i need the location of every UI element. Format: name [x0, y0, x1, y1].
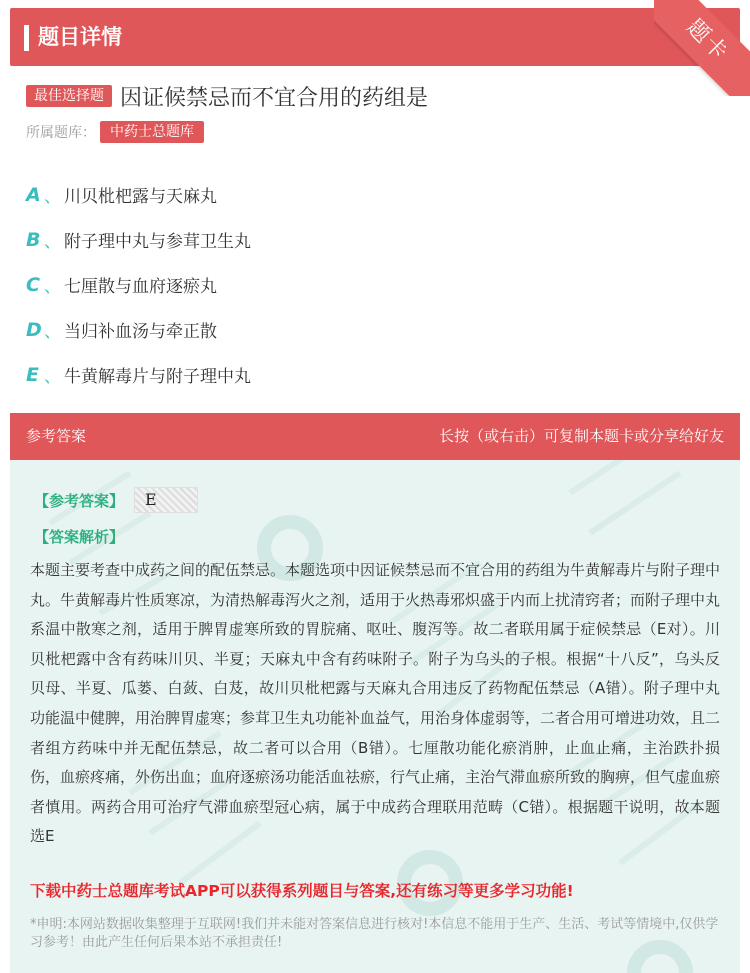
ribbon-label: 题卡 [654, 0, 750, 96]
answer-section-title: 参考答案 [26, 427, 87, 445]
question-text: 因证候禁忌而不宜合用的药组是 [120, 85, 429, 111]
option-letter: B [26, 228, 41, 251]
option-text: 川贝枇杷露与天麻丸 [64, 187, 217, 207]
option-c[interactable] [26, 262, 726, 307]
corner-ribbon [654, 0, 750, 96]
option-separator: 、 [44, 187, 61, 207]
option-letter: A [26, 183, 41, 206]
answer-section [10, 413, 740, 973]
disclaimer-text: *申明:本网站数据收集整理于互联网!我们并未能对答案信息进行核对!本信息不能用于生产、生活、考试等情境中,仅供学习参考！由此产生任何后果本站不承担责任! [30, 917, 719, 950]
option-text: 附子理中丸与参茸卫生丸 [64, 232, 251, 252]
option-a[interactable] [26, 172, 726, 217]
option-separator: 、 [44, 277, 61, 297]
page-title: 题目详情 [38, 25, 122, 49]
option-d[interactable] [26, 307, 726, 352]
analysis-text: 本题主要考查中成药之间的配伍禁忌。本题选项中因证候禁忌而不宜合用的药组为牛黄解毒片与附子理中丸。牛黄解毒片性质寒凉，为清热解毒泻火之剂，适用于火热毒邪炽盛于内而上扰清窍者；而附子理中丸系温中散寒之剂，适用于脾胃虚寒所致的胃脘痛、呕吐、腹泻等。故二者联用属于症候禁忌（E对）。川贝枇杷露中含有药味川贝、半夏；天麻丸中含有药味附子。附子为乌头的子根。根据“十八反”，乌头反贝母、半夏、瓜蒌、白蔹、白芨，故川贝枇杷露与天麻丸合用违反了药物配伍禁忌（A错）。附子理中丸功能温中健脾，用治脾胃虚寒；参茸卫生丸功能补血益气，用治身体虚弱等，二者合用可增进功效，且二者组方药味中并无配伍禁忌，故二者可以合用（B错）。七厘散功能化瘀消肿，止血止痛，主治跌扑损伤，血瘀疼痛，外伤出血；血府逐瘀汤功能活血祛瘀，行气止痛，主治气滞血瘀所致的胸痹，但气虚血瘀者慎用。两药合用可治疗气滞血瘀型冠心病，属于中成药合理联用范畴（C错）。根据题干说明，故本题选E [30, 561, 721, 846]
option-separator: 、 [44, 367, 61, 387]
question-bank-label: 所属题库： [26, 125, 96, 141]
option-text: 牛黄解毒片与附子理中丸 [64, 367, 251, 387]
page-header [10, 8, 740, 66]
answer-value: E [145, 490, 157, 509]
analysis-label: 【答案解析】 [34, 528, 125, 546]
option-separator: 、 [44, 322, 61, 342]
answer-label: 【参考答案】 [34, 491, 125, 510]
option-letter: C [26, 273, 40, 296]
app-promo-link[interactable]: 下载中药士总题库考试APP可以获得系列题目与答案,还有练习等更多学习功能! [30, 882, 574, 900]
answer-row [34, 487, 198, 513]
option-text: 七厘散与血府逐瘀丸 [64, 277, 217, 297]
option-e[interactable] [26, 352, 726, 397]
answer-header [10, 413, 740, 460]
option-text: 当归补血汤与牵正散 [64, 322, 217, 342]
question-row [26, 80, 428, 112]
options-list [26, 172, 726, 397]
question-bank-row [26, 121, 204, 143]
answer-value-box [134, 487, 198, 513]
option-b[interactable] [26, 217, 726, 262]
option-letter: D [26, 318, 42, 341]
header-accent-bar [24, 25, 29, 51]
question-bank-tag[interactable]: 中药士总题库 [100, 121, 204, 143]
option-letter: E [26, 363, 39, 386]
option-separator: 、 [44, 232, 61, 252]
question-type-badge: 最佳选择题 [26, 85, 112, 107]
share-hint: 长按（或右击）可复制本题卡或分享给好友 [438, 427, 724, 445]
